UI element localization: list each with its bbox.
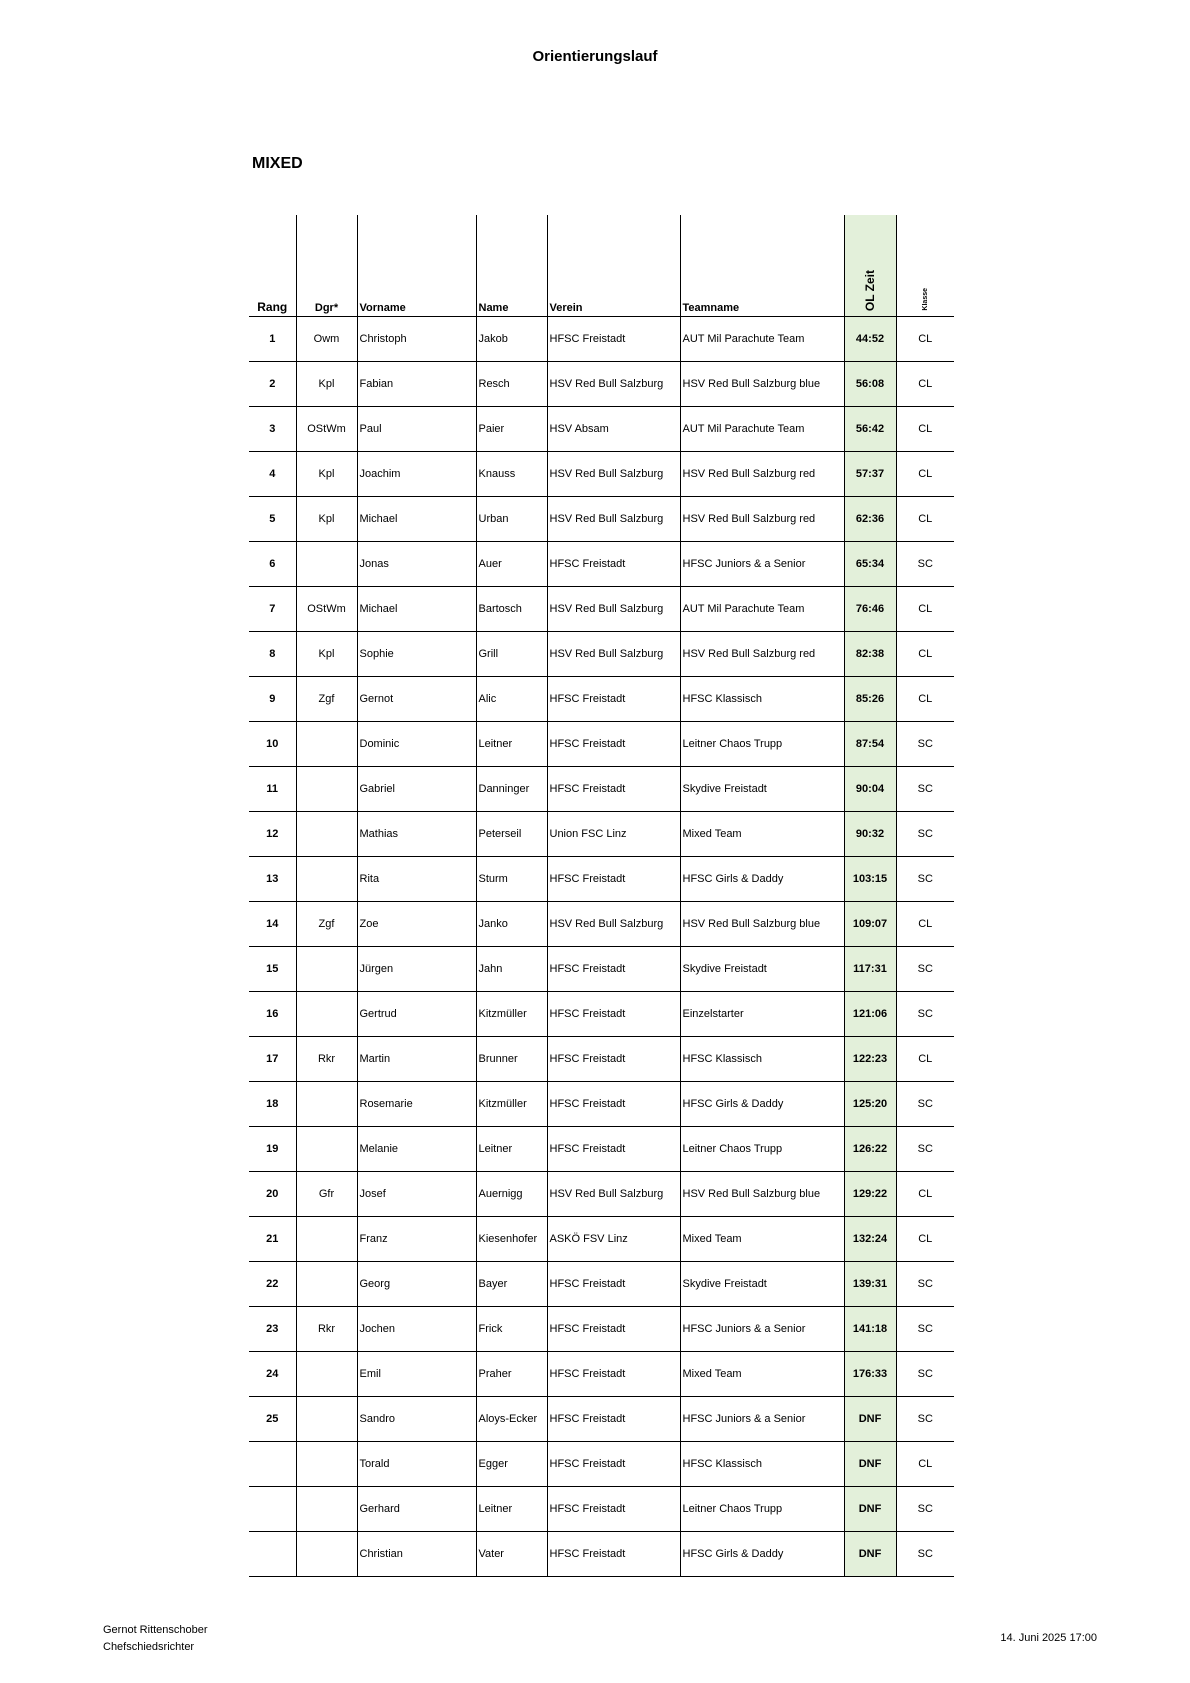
cell-dgr: Zgf bbox=[296, 677, 357, 722]
cell-dgr bbox=[296, 1397, 357, 1442]
cell-ol-zeit: 56:42 bbox=[844, 407, 896, 452]
cell-dgr: Kpl bbox=[296, 497, 357, 542]
cell-klasse: SC bbox=[896, 1082, 954, 1127]
cell-name: Kiesenhofer bbox=[476, 1217, 547, 1262]
cell-vorname: Gertrud bbox=[357, 992, 476, 1037]
cell-vorname: Sophie bbox=[357, 632, 476, 677]
cell-klasse: SC bbox=[896, 542, 954, 587]
cell-dgr bbox=[296, 1082, 357, 1127]
cell-klasse: SC bbox=[896, 1262, 954, 1307]
cell-ol-zeit: 132:24 bbox=[844, 1217, 896, 1262]
cell-verein: HSV Red Bull Salzburg bbox=[547, 632, 680, 677]
header-rang: Rang bbox=[249, 215, 296, 317]
cell-rang: 16 bbox=[249, 992, 296, 1037]
cell-name: Leitner bbox=[476, 1127, 547, 1172]
cell-vorname: Torald bbox=[357, 1442, 476, 1487]
cell-verein: HSV Red Bull Salzburg bbox=[547, 452, 680, 497]
cell-klasse: SC bbox=[896, 812, 954, 857]
table-row bbox=[249, 1262, 954, 1307]
cell-rang bbox=[249, 1532, 296, 1577]
cell-name: Paier bbox=[476, 407, 547, 452]
cell-teamname: Leitner Chaos Trupp bbox=[680, 1127, 844, 1172]
header-vorname: Vorname bbox=[357, 215, 476, 317]
cell-ol-zeit: DNF bbox=[844, 1442, 896, 1487]
header-name: Name bbox=[476, 215, 547, 317]
cell-name: Urban bbox=[476, 497, 547, 542]
cell-klasse: CL bbox=[896, 1442, 954, 1487]
cell-klasse: SC bbox=[896, 1352, 954, 1397]
cell-name: Bayer bbox=[476, 1262, 547, 1307]
cell-name: Resch bbox=[476, 362, 547, 407]
table-row bbox=[249, 902, 954, 947]
cell-rang: 18 bbox=[249, 1082, 296, 1127]
cell-verein: ASKÖ FSV Linz bbox=[547, 1217, 680, 1262]
cell-teamname: HFSC Girls & Daddy bbox=[680, 1532, 844, 1577]
table-row bbox=[249, 407, 954, 452]
cell-ol-zeit: 62:36 bbox=[844, 497, 896, 542]
cell-teamname: Einzelstarter bbox=[680, 992, 844, 1037]
cell-dgr bbox=[296, 1262, 357, 1307]
cell-rang: 11 bbox=[249, 767, 296, 812]
cell-teamname: HFSC Girls & Daddy bbox=[680, 857, 844, 902]
cell-verein: HFSC Freistadt bbox=[547, 1442, 680, 1487]
cell-klasse: CL bbox=[896, 452, 954, 497]
cell-ol-zeit: 65:34 bbox=[844, 542, 896, 587]
cell-dgr bbox=[296, 1442, 357, 1487]
cell-dgr bbox=[296, 1352, 357, 1397]
cell-rang: 20 bbox=[249, 1172, 296, 1217]
cell-dgr bbox=[296, 947, 357, 992]
cell-klasse: CL bbox=[896, 902, 954, 947]
cell-vorname: Franz bbox=[357, 1217, 476, 1262]
cell-teamname: Mixed Team bbox=[680, 812, 844, 857]
cell-name: Leitner bbox=[476, 1487, 547, 1532]
cell-rang: 7 bbox=[249, 587, 296, 632]
cell-vorname: Gerhard bbox=[357, 1487, 476, 1532]
cell-dgr bbox=[296, 767, 357, 812]
cell-ol-zeit: 139:31 bbox=[844, 1262, 896, 1307]
table-row bbox=[249, 1082, 954, 1127]
cell-rang: 9 bbox=[249, 677, 296, 722]
cell-klasse: CL bbox=[896, 362, 954, 407]
cell-verein: HFSC Freistadt bbox=[547, 317, 680, 362]
cell-dgr bbox=[296, 542, 357, 587]
cell-klasse: CL bbox=[896, 632, 954, 677]
cell-verein: HFSC Freistadt bbox=[547, 1487, 680, 1532]
cell-teamname: HSV Red Bull Salzburg blue bbox=[680, 902, 844, 947]
cell-vorname: Georg bbox=[357, 1262, 476, 1307]
header-klasse-label: Klasse bbox=[921, 288, 929, 311]
footer-signature bbox=[103, 1622, 208, 1656]
cell-dgr bbox=[296, 722, 357, 767]
cell-verein: HFSC Freistadt bbox=[547, 1352, 680, 1397]
cell-dgr bbox=[296, 1487, 357, 1532]
cell-klasse: SC bbox=[896, 857, 954, 902]
cell-klasse: CL bbox=[896, 1172, 954, 1217]
cell-rang: 15 bbox=[249, 947, 296, 992]
header-verein: Verein bbox=[547, 215, 680, 317]
cell-dgr bbox=[296, 1532, 357, 1577]
cell-klasse: CL bbox=[896, 587, 954, 632]
cell-verein: HFSC Freistadt bbox=[547, 947, 680, 992]
cell-dgr bbox=[296, 1127, 357, 1172]
table-row bbox=[249, 542, 954, 587]
cell-ol-zeit: 90:04 bbox=[844, 767, 896, 812]
table-row bbox=[249, 1307, 954, 1352]
cell-klasse: SC bbox=[896, 1487, 954, 1532]
cell-name: Auernigg bbox=[476, 1172, 547, 1217]
cell-teamname: Mixed Team bbox=[680, 1352, 844, 1397]
cell-vorname: Jochen bbox=[357, 1307, 476, 1352]
cell-name: Peterseil bbox=[476, 812, 547, 857]
cell-teamname: Skydive Freistadt bbox=[680, 947, 844, 992]
cell-rang: 10 bbox=[249, 722, 296, 767]
cell-ol-zeit: 57:37 bbox=[844, 452, 896, 497]
cell-vorname: Gabriel bbox=[357, 767, 476, 812]
cell-verein: Union FSC Linz bbox=[547, 812, 680, 857]
cell-ol-zeit: 141:18 bbox=[844, 1307, 896, 1352]
cell-teamname: AUT Mil Parachute Team bbox=[680, 407, 844, 452]
cell-name: Kitzmüller bbox=[476, 992, 547, 1037]
cell-name: Vater bbox=[476, 1532, 547, 1577]
cell-ol-zeit: DNF bbox=[844, 1532, 896, 1577]
cell-dgr bbox=[296, 992, 357, 1037]
cell-teamname: HFSC Klassisch bbox=[680, 1442, 844, 1487]
cell-teamname: HSV Red Bull Salzburg red bbox=[680, 452, 844, 497]
cell-name: Janko bbox=[476, 902, 547, 947]
cell-verein: HFSC Freistadt bbox=[547, 1082, 680, 1127]
cell-verein: HFSC Freistadt bbox=[547, 722, 680, 767]
cell-dgr: Owm bbox=[296, 317, 357, 362]
cell-ol-zeit: 44:52 bbox=[844, 317, 896, 362]
cell-verein: HFSC Freistadt bbox=[547, 1532, 680, 1577]
cell-teamname: HFSC Juniors & a Senior bbox=[680, 1307, 844, 1352]
cell-name: Aloys-Ecker bbox=[476, 1397, 547, 1442]
cell-verein: HFSC Freistadt bbox=[547, 1262, 680, 1307]
cell-vorname: Rosemarie bbox=[357, 1082, 476, 1127]
cell-rang: 21 bbox=[249, 1217, 296, 1262]
cell-teamname: AUT Mil Parachute Team bbox=[680, 587, 844, 632]
cell-name: Grill bbox=[476, 632, 547, 677]
cell-verein: HFSC Freistadt bbox=[547, 1307, 680, 1352]
cell-dgr: OStWm bbox=[296, 407, 357, 452]
cell-dgr bbox=[296, 1217, 357, 1262]
results-table bbox=[249, 215, 954, 1577]
cell-rang: 3 bbox=[249, 407, 296, 452]
cell-ol-zeit: 90:32 bbox=[844, 812, 896, 857]
cell-klasse: SC bbox=[896, 1532, 954, 1577]
cell-verein: HFSC Freistadt bbox=[547, 857, 680, 902]
table-row bbox=[249, 1442, 954, 1487]
cell-rang: 1 bbox=[249, 317, 296, 362]
cell-dgr: Kpl bbox=[296, 632, 357, 677]
cell-verein: HSV Red Bull Salzburg bbox=[547, 1172, 680, 1217]
cell-teamname: HSV Red Bull Salzburg blue bbox=[680, 1172, 844, 1217]
table-row bbox=[249, 1532, 954, 1577]
cell-ol-zeit: 122:23 bbox=[844, 1037, 896, 1082]
cell-rang: 6 bbox=[249, 542, 296, 587]
document-title: Orientierungslauf bbox=[532, 48, 658, 65]
section-title: MIXED bbox=[252, 155, 303, 172]
cell-name: Auer bbox=[476, 542, 547, 587]
cell-name: Egger bbox=[476, 1442, 547, 1487]
cell-rang: 14 bbox=[249, 902, 296, 947]
table-row bbox=[249, 677, 954, 722]
cell-rang: 8 bbox=[249, 632, 296, 677]
cell-name: Frick bbox=[476, 1307, 547, 1352]
cell-teamname: Leitner Chaos Trupp bbox=[680, 722, 844, 767]
cell-verein: HSV Red Bull Salzburg bbox=[547, 902, 680, 947]
footer-role: Chefschiedsrichter bbox=[103, 1641, 195, 1653]
cell-klasse: CL bbox=[896, 1217, 954, 1262]
table-row bbox=[249, 1172, 954, 1217]
cell-vorname: Paul bbox=[357, 407, 476, 452]
table-row bbox=[249, 1217, 954, 1262]
cell-klasse: CL bbox=[896, 677, 954, 722]
cell-verein: HFSC Freistadt bbox=[547, 1397, 680, 1442]
cell-rang: 4 bbox=[249, 452, 296, 497]
cell-ol-zeit: 109:07 bbox=[844, 902, 896, 947]
table-row bbox=[249, 1397, 954, 1442]
cell-klasse: SC bbox=[896, 1307, 954, 1352]
cell-dgr bbox=[296, 812, 357, 857]
cell-rang: 24 bbox=[249, 1352, 296, 1397]
cell-rang bbox=[249, 1442, 296, 1487]
table-row bbox=[249, 362, 954, 407]
cell-vorname: Sandro bbox=[357, 1397, 476, 1442]
cell-teamname: HSV Red Bull Salzburg blue bbox=[680, 362, 844, 407]
cell-ol-zeit: 85:26 bbox=[844, 677, 896, 722]
cell-klasse: CL bbox=[896, 497, 954, 542]
table-row bbox=[249, 812, 954, 857]
cell-teamname: HFSC Juniors & a Senior bbox=[680, 542, 844, 587]
cell-name: Jahn bbox=[476, 947, 547, 992]
cell-name: Alic bbox=[476, 677, 547, 722]
cell-teamname: AUT Mil Parachute Team bbox=[680, 317, 844, 362]
table-row bbox=[249, 587, 954, 632]
cell-ol-zeit: 56:08 bbox=[844, 362, 896, 407]
cell-dgr: Zgf bbox=[296, 902, 357, 947]
cell-name: Sturm bbox=[476, 857, 547, 902]
cell-klasse: SC bbox=[896, 722, 954, 767]
cell-vorname: Joachim bbox=[357, 452, 476, 497]
cell-klasse: CL bbox=[896, 407, 954, 452]
cell-verein: HFSC Freistadt bbox=[547, 677, 680, 722]
cell-vorname: Josef bbox=[357, 1172, 476, 1217]
cell-vorname: Fabian bbox=[357, 362, 476, 407]
cell-name: Leitner bbox=[476, 722, 547, 767]
cell-ol-zeit: 126:22 bbox=[844, 1127, 896, 1172]
cell-vorname: Melanie bbox=[357, 1127, 476, 1172]
cell-teamname: HFSC Girls & Daddy bbox=[680, 1082, 844, 1127]
table-row bbox=[249, 317, 954, 362]
cell-name: Danninger bbox=[476, 767, 547, 812]
cell-teamname: Leitner Chaos Trupp bbox=[680, 1487, 844, 1532]
cell-dgr: Gfr bbox=[296, 1172, 357, 1217]
cell-klasse: SC bbox=[896, 1127, 954, 1172]
cell-vorname: Jürgen bbox=[357, 947, 476, 992]
header-dgr: Dgr* bbox=[296, 215, 357, 317]
cell-ol-zeit: 129:22 bbox=[844, 1172, 896, 1217]
cell-rang: 2 bbox=[249, 362, 296, 407]
table-row bbox=[249, 767, 954, 812]
cell-ol-zeit: 125:20 bbox=[844, 1082, 896, 1127]
table-row bbox=[249, 1487, 954, 1532]
cell-name: Praher bbox=[476, 1352, 547, 1397]
cell-vorname: Zoe bbox=[357, 902, 476, 947]
cell-ol-zeit: 121:06 bbox=[844, 992, 896, 1037]
cell-rang: 12 bbox=[249, 812, 296, 857]
table-row bbox=[249, 1037, 954, 1082]
cell-rang: 19 bbox=[249, 1127, 296, 1172]
cell-teamname: Skydive Freistadt bbox=[680, 767, 844, 812]
cell-rang: 25 bbox=[249, 1397, 296, 1442]
cell-verein: HSV Red Bull Salzburg bbox=[547, 497, 680, 542]
header-ol-zeit bbox=[844, 215, 896, 317]
cell-vorname: Emil bbox=[357, 1352, 476, 1397]
cell-verein: HFSC Freistadt bbox=[547, 1127, 680, 1172]
cell-verein: HFSC Freistadt bbox=[547, 542, 680, 587]
cell-vorname: Michael bbox=[357, 497, 476, 542]
cell-dgr: Kpl bbox=[296, 362, 357, 407]
cell-teamname: HFSC Klassisch bbox=[680, 1037, 844, 1082]
table-row bbox=[249, 947, 954, 992]
cell-verein: HFSC Freistadt bbox=[547, 992, 680, 1037]
cell-vorname: Christoph bbox=[357, 317, 476, 362]
cell-vorname: Rita bbox=[357, 857, 476, 902]
cell-teamname: HFSC Juniors & a Senior bbox=[680, 1397, 844, 1442]
cell-dgr: Rkr bbox=[296, 1037, 357, 1082]
cell-name: Kitzmüller bbox=[476, 1082, 547, 1127]
cell-name: Jakob bbox=[476, 317, 547, 362]
results-body bbox=[249, 317, 954, 1577]
table-row bbox=[249, 452, 954, 497]
cell-klasse: SC bbox=[896, 1397, 954, 1442]
cell-klasse: SC bbox=[896, 947, 954, 992]
cell-teamname: HSV Red Bull Salzburg red bbox=[680, 632, 844, 677]
table-row bbox=[249, 632, 954, 677]
cell-dgr: Rkr bbox=[296, 1307, 357, 1352]
cell-name: Brunner bbox=[476, 1037, 547, 1082]
cell-name: Bartosch bbox=[476, 587, 547, 632]
cell-ol-zeit: 87:54 bbox=[844, 722, 896, 767]
cell-rang: 13 bbox=[249, 857, 296, 902]
cell-name: Knauss bbox=[476, 452, 547, 497]
cell-ol-zeit: 117:31 bbox=[844, 947, 896, 992]
cell-dgr: OStWm bbox=[296, 587, 357, 632]
cell-ol-zeit: 103:15 bbox=[844, 857, 896, 902]
cell-vorname: Mathias bbox=[357, 812, 476, 857]
table-row bbox=[249, 992, 954, 1037]
table-row bbox=[249, 857, 954, 902]
header-klasse bbox=[896, 215, 954, 317]
cell-teamname: HSV Red Bull Salzburg red bbox=[680, 497, 844, 542]
cell-vorname: Jonas bbox=[357, 542, 476, 587]
footer-datetime: 14. Juni 2025 17:00 bbox=[1000, 1632, 1097, 1644]
cell-verein: HFSC Freistadt bbox=[547, 1037, 680, 1082]
cell-ol-zeit: 176:33 bbox=[844, 1352, 896, 1397]
cell-teamname: HFSC Klassisch bbox=[680, 677, 844, 722]
cell-rang: 23 bbox=[249, 1307, 296, 1352]
cell-ol-zeit: 82:38 bbox=[844, 632, 896, 677]
cell-klasse: SC bbox=[896, 767, 954, 812]
header-ol-zeit-label: OL Zeit bbox=[863, 269, 877, 311]
cell-ol-zeit: DNF bbox=[844, 1487, 896, 1532]
table-row bbox=[249, 497, 954, 542]
header-row bbox=[249, 215, 954, 317]
cell-klasse: CL bbox=[896, 317, 954, 362]
cell-vorname: Christian bbox=[357, 1532, 476, 1577]
cell-vorname: Michael bbox=[357, 587, 476, 632]
cell-verein: HFSC Freistadt bbox=[547, 767, 680, 812]
cell-vorname: Dominic bbox=[357, 722, 476, 767]
cell-verein: HSV Red Bull Salzburg bbox=[547, 587, 680, 632]
cell-rang: 17 bbox=[249, 1037, 296, 1082]
cell-rang bbox=[249, 1487, 296, 1532]
cell-ol-zeit: DNF bbox=[844, 1397, 896, 1442]
cell-klasse: SC bbox=[896, 992, 954, 1037]
cell-klasse: CL bbox=[896, 1037, 954, 1082]
cell-vorname: Gernot bbox=[357, 677, 476, 722]
cell-vorname: Martin bbox=[357, 1037, 476, 1082]
cell-dgr bbox=[296, 857, 357, 902]
table-row bbox=[249, 1127, 954, 1172]
footer-name: Gernot Rittenschober bbox=[103, 1624, 208, 1636]
table-row bbox=[249, 722, 954, 767]
cell-teamname: Skydive Freistadt bbox=[680, 1262, 844, 1307]
cell-rang: 22 bbox=[249, 1262, 296, 1307]
cell-ol-zeit: 76:46 bbox=[844, 587, 896, 632]
table-row bbox=[249, 1352, 954, 1397]
cell-dgr: Kpl bbox=[296, 452, 357, 497]
cell-teamname: Mixed Team bbox=[680, 1217, 844, 1262]
header-teamname: Teamname bbox=[680, 215, 844, 317]
cell-rang: 5 bbox=[249, 497, 296, 542]
cell-verein: HSV Red Bull Salzburg bbox=[547, 362, 680, 407]
cell-verein: HSV Absam bbox=[547, 407, 680, 452]
